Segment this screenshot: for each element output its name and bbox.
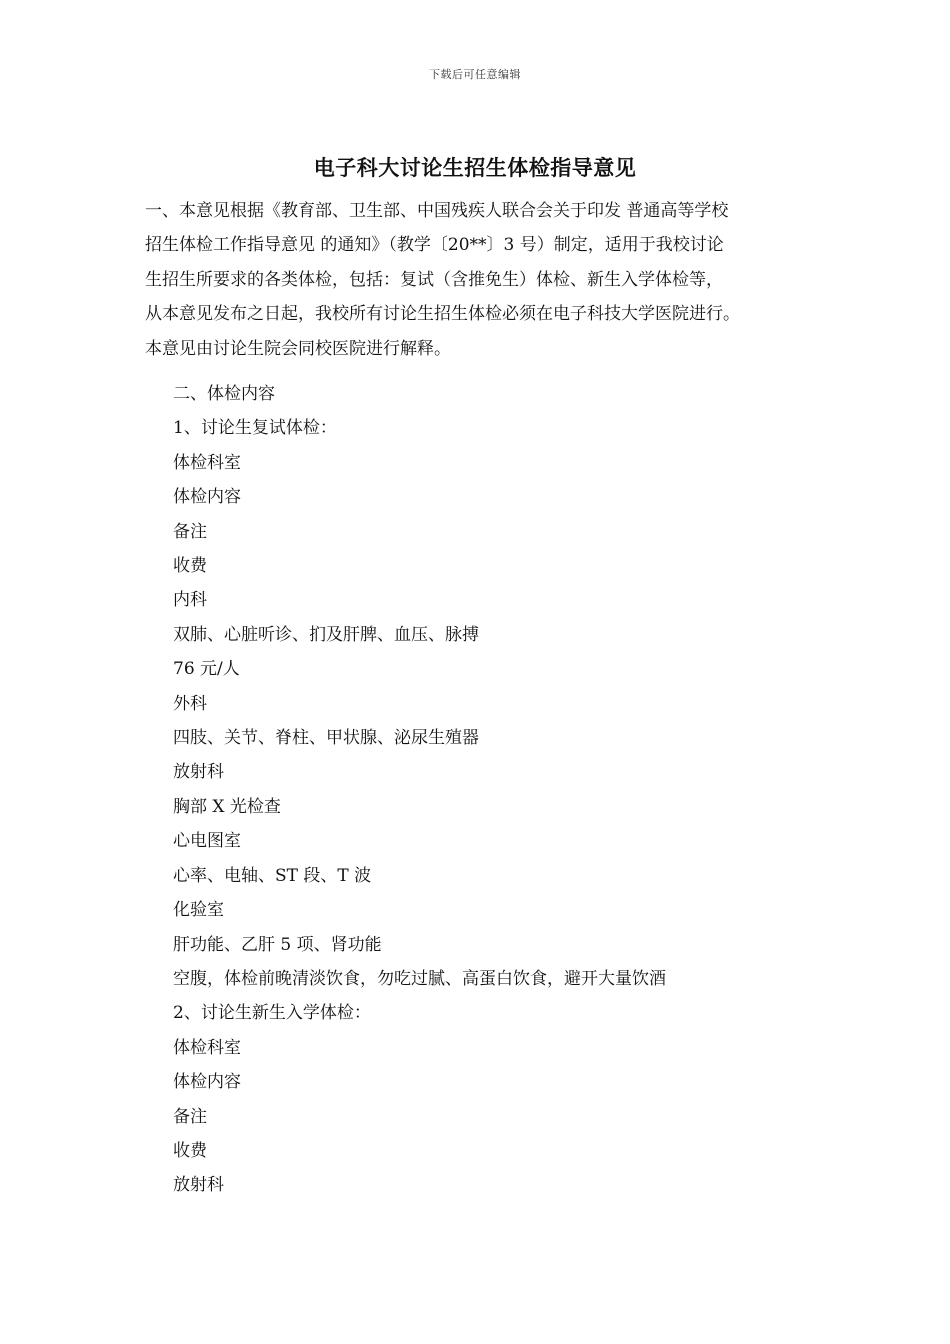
list-item: 胸部 X 光检查 <box>173 796 281 817</box>
list-item: 体检内容 <box>173 1072 241 1093</box>
list-item: 体检内容 <box>173 487 241 508</box>
list-item: 放射科 <box>173 1175 224 1196</box>
intro-line: 从本意见发布之日起，我校所有讨论生招生体检必须在电子科技大学医院进行。 <box>145 304 740 325</box>
intro-paragraph <box>145 194 835 366</box>
list-item: 放射科 <box>173 762 224 783</box>
list-item: 肝功能、乙肝 5 项、肾功能 <box>173 934 382 955</box>
subsection-heading: 2、讨论生新生入学体检： <box>173 1003 371 1024</box>
list-item: 化验室 <box>173 900 224 921</box>
intro-line: 本意见由讨论生院会同校医院进行解释。 <box>145 338 451 359</box>
list-item: 76 元/人 <box>173 659 240 680</box>
list-item: 四肢、关节、脊柱、甲状腺、泌尿生殖器 <box>173 728 479 749</box>
list-item: 体检科室 <box>173 452 241 473</box>
list-item: 备注 <box>173 521 207 542</box>
subsection-heading: 1、讨论生复试体检： <box>173 418 337 439</box>
content-list <box>173 377 833 1203</box>
intro-line: 生招生所要求的各类体检，包括：复试（含推免生）体检、新生入学体检等， <box>145 269 723 290</box>
intro-line: 招生体检工作指导意见 的通知》（教学〔20**〕3 号）制定，适用于我校讨论 <box>145 235 724 256</box>
list-item: 双肺、心脏听诊、扪及肝脾、血压、脉搏 <box>173 624 479 645</box>
list-item: 心率、电轴、ST 段、T 波 <box>173 865 372 886</box>
header-note: 下载后可任意编辑 <box>429 68 521 81</box>
list-item: 心电图室 <box>173 831 241 852</box>
list-item: 收费 <box>173 556 207 577</box>
intro-line: 一、本意见根据《教育部、卫生部、中国残疾人联合会关于印发 普通高等学校 <box>145 201 729 221</box>
list-item: 备注 <box>173 1106 207 1127</box>
section-heading: 二、体检内容 <box>173 384 275 404</box>
list-item: 外科 <box>173 693 207 714</box>
list-item: 空腹，体检前晚清淡饮食，勿吃过腻、高蛋白饮食，避开大量饮酒 <box>173 968 666 989</box>
list-item: 体检科室 <box>173 1037 241 1058</box>
list-item: 内科 <box>173 590 207 611</box>
document-title: 电子科大讨论生招生体检指导意见 <box>313 156 637 180</box>
list-item: 收费 <box>173 1140 207 1161</box>
